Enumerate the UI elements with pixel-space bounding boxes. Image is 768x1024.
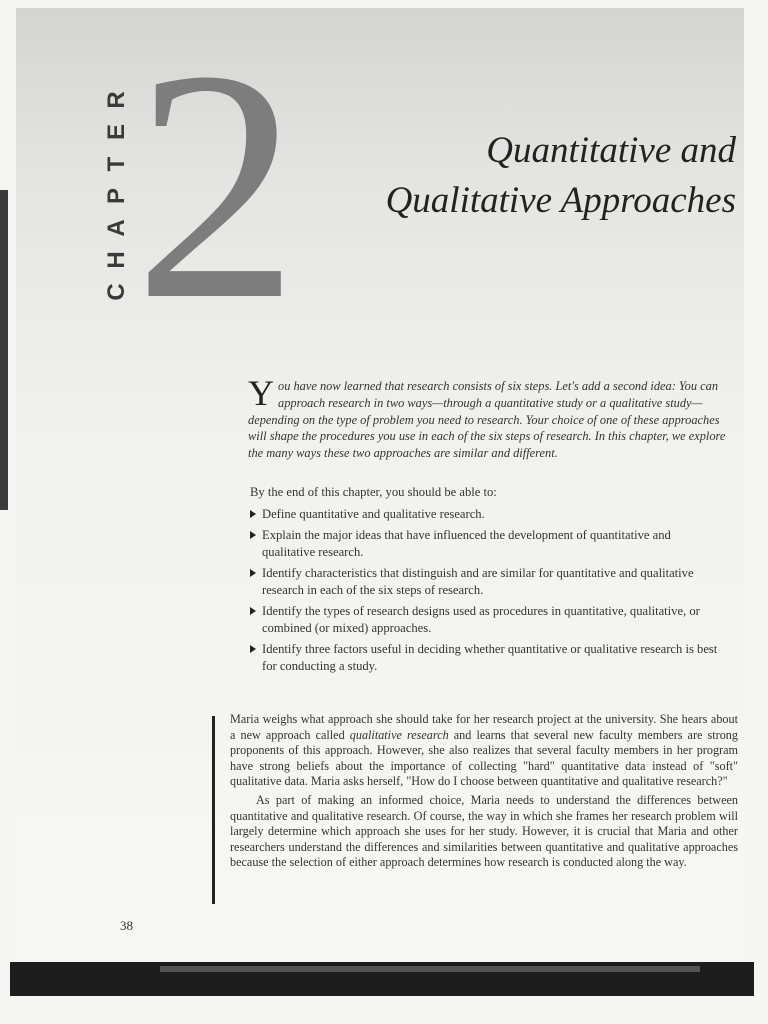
bullet-icon [250,510,256,518]
objective-text: Identify characteristics that distinguish and are similar for quantitative and qualitative research in each of the six steps of research. [262,566,694,597]
objectives-list [250,506,720,679]
page-number: 38 [120,918,133,933]
objective-text: Define quantitative and qualitative research. [262,507,485,521]
chapter-letter: T [103,156,130,172]
chapter-letter: H [103,251,130,269]
list-item [250,565,720,599]
chapter-intro [248,373,726,462]
objective-text: Identify three factors useful in deciding whether quantitative or qualitative research is best for conducting a study. [262,642,718,673]
bullet-icon [250,607,256,615]
list-item [250,603,720,637]
objective-text: Identify the types of research designs used as procedures in quantitative, qualitative, or combined (or mixed) approaches. [262,604,700,635]
chapter-letter: E [103,124,130,141]
vignette-paragraph-2: As part of making an informed choice, Maria needs to understand the differences between quantitative and qualitative research. Of course, the way in which she frames her research problem will largely determine which approach she uses for her study. However, it is crucial that Maria and other researchers understand the differences and similarities between quantitative and qualitative approaches because the selection of either approach determines how research is conducted along the way. [230,792,738,870]
chapter-title-line-1: Quantitative and [486,130,736,171]
scan-strip [160,966,700,972]
chapter-title [290,126,736,226]
chapter-letter: P [103,188,130,205]
vignette-paragraph-1 [230,712,738,790]
vignette-rule [212,716,215,904]
objective-text: Explain the major ideas that have influenced the development of quantitative and qualitative research. [262,528,671,559]
objectives-lead: By the end of this chapter, you should be able to: [250,485,497,499]
scan-bottom-edge [10,962,754,996]
list-item [250,506,720,523]
chapter-label-vertical [104,84,130,308]
scan-left-edge [0,190,8,510]
vignette-emphasis: qualitative research [349,727,449,742]
chapter-letter: A [103,219,130,237]
list-item [250,527,720,561]
bullet-icon [250,569,256,577]
chapter-title-line-2: Qualitative Approaches [385,180,736,221]
chapter-letter: R [103,91,130,109]
intro-text: ou have now learned that research consists of six steps. Let's add a second idea: You can approach research in two ways—through a quantitative study or a qualitative study—depending on the type of problem you need to research. Your choice of one of these approaches will shape the procedures you use in each of the six steps of research. In this chapter, we explore the many ways these two approaches are similar and different. [248,379,726,461]
chapter-number: 2 [134,3,291,368]
drop-cap: Y [248,373,274,413]
chapter-letter: C [103,283,130,301]
vignette [230,712,738,871]
list-item [250,641,720,675]
vignette-text: and learns that several new faculty members are strong proponents of this approach. However, she also realizes that several faculty members in her program have strong beliefs about the importance of collecting "hard" quantitative data instead of "soft" qualitative data. Maria asks herself, "How do I choose between quantitative and qualitative research?" [230,727,738,789]
bullet-icon [250,645,256,653]
vignette-text: Maria weighs what approach she should take for her research project at the university. She hears about a new approach called [230,712,738,742]
bullet-icon [250,531,256,539]
